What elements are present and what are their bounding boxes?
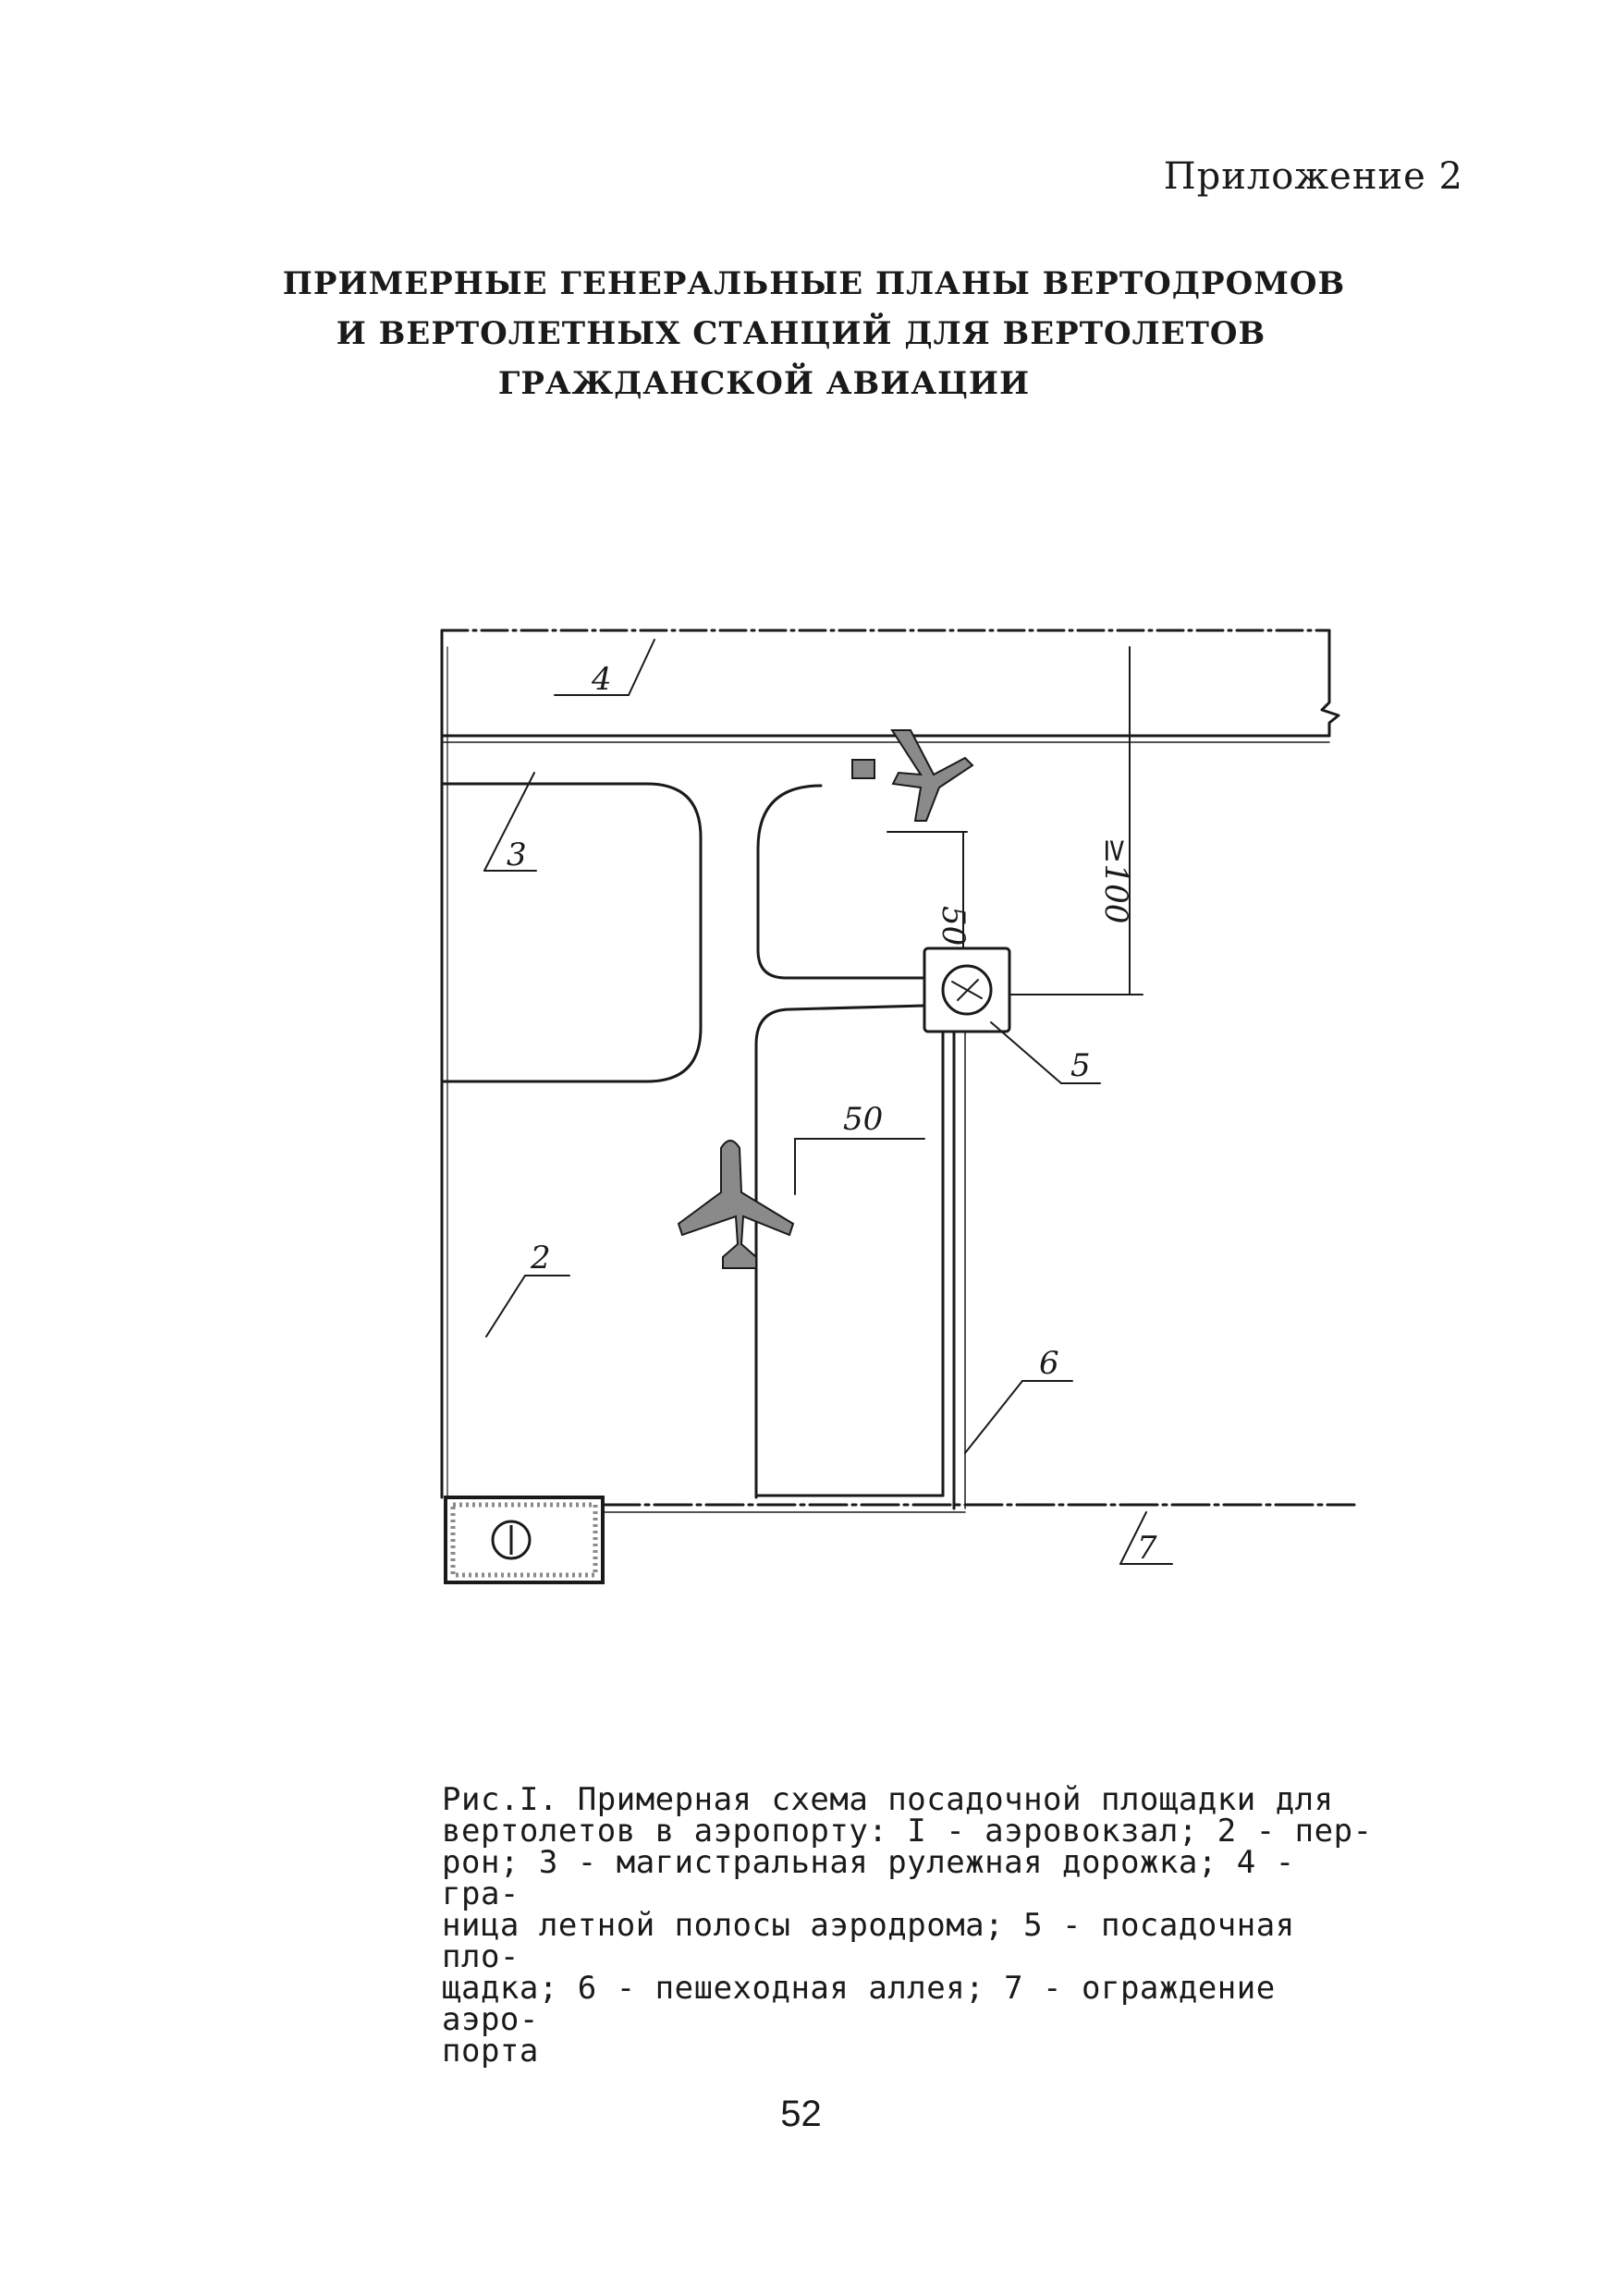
callout-6: 6 bbox=[1039, 1345, 1059, 1382]
callout-2: 2 bbox=[531, 1240, 551, 1276]
leader-6 bbox=[965, 1381, 1022, 1453]
break-mark bbox=[1322, 630, 1339, 736]
main-taxiway-left-block bbox=[442, 784, 701, 1081]
leader-4 bbox=[629, 640, 654, 695]
title-line-2: И ВЕРТОЛЕТНЫХ СТАНЦИЙ ДЛЯ ВЕРТОЛЕТОВ bbox=[336, 315, 1266, 352]
terminal-building bbox=[446, 1497, 603, 1582]
page-number: 52 bbox=[780, 2094, 822, 2134]
dimension-label-min-100: ≥100 bbox=[1097, 837, 1134, 924]
appendix-label: Приложение 2 bbox=[1163, 155, 1463, 198]
title-line-1: ПРИМЕРНЫЕ ГЕНЕРАЛЬНЫЕ ПЛАНЫ ВЕРТОДРОМОВ bbox=[282, 265, 1346, 302]
title-line-3: ГРАЖДАНСКОЙ АВИАЦИИ bbox=[497, 365, 1031, 402]
figure-caption bbox=[442, 1781, 1385, 2070]
caption-line-2: вертолетов в аэропорту: I - аэровокзал; 2 - пер- bbox=[442, 1813, 1373, 1850]
callout-7: 7 bbox=[1137, 1530, 1157, 1567]
dimension-label-vertical-50: 50 bbox=[935, 906, 972, 946]
airplane-icon bbox=[679, 1141, 793, 1268]
leader-2 bbox=[486, 1276, 525, 1337]
callout-4: 4 bbox=[592, 661, 612, 698]
callout-5: 5 bbox=[1070, 1047, 1091, 1084]
pedestrian-alley-upper bbox=[756, 1009, 790, 1497]
caption-line-3: рон; 3 - магистральная рулежная дорожка; 4 - гра- bbox=[442, 1844, 1295, 1912]
airplane-icon bbox=[852, 730, 972, 821]
taxiway-connector bbox=[758, 786, 924, 978]
callout-3: 3 bbox=[507, 837, 527, 873]
caption-line-4: ница летной полосы аэродрома; 5 - посадочная пло- bbox=[442, 1907, 1295, 1975]
caption-line-6: порта bbox=[442, 2033, 539, 2070]
dimension-label-horizontal-50: 50 bbox=[843, 1101, 884, 1138]
pad-link-top bbox=[790, 1006, 924, 1009]
caption-line-5: щадка; 6 - пешеходная аллея; 7 - ограждение аэро- bbox=[442, 1970, 1276, 2038]
landing-pad-rotor-mark bbox=[952, 980, 982, 1000]
caption-line-1: Рис.I. Примерная схема посадочной площадки для bbox=[442, 1781, 1334, 1818]
leader-5 bbox=[991, 1022, 1061, 1083]
